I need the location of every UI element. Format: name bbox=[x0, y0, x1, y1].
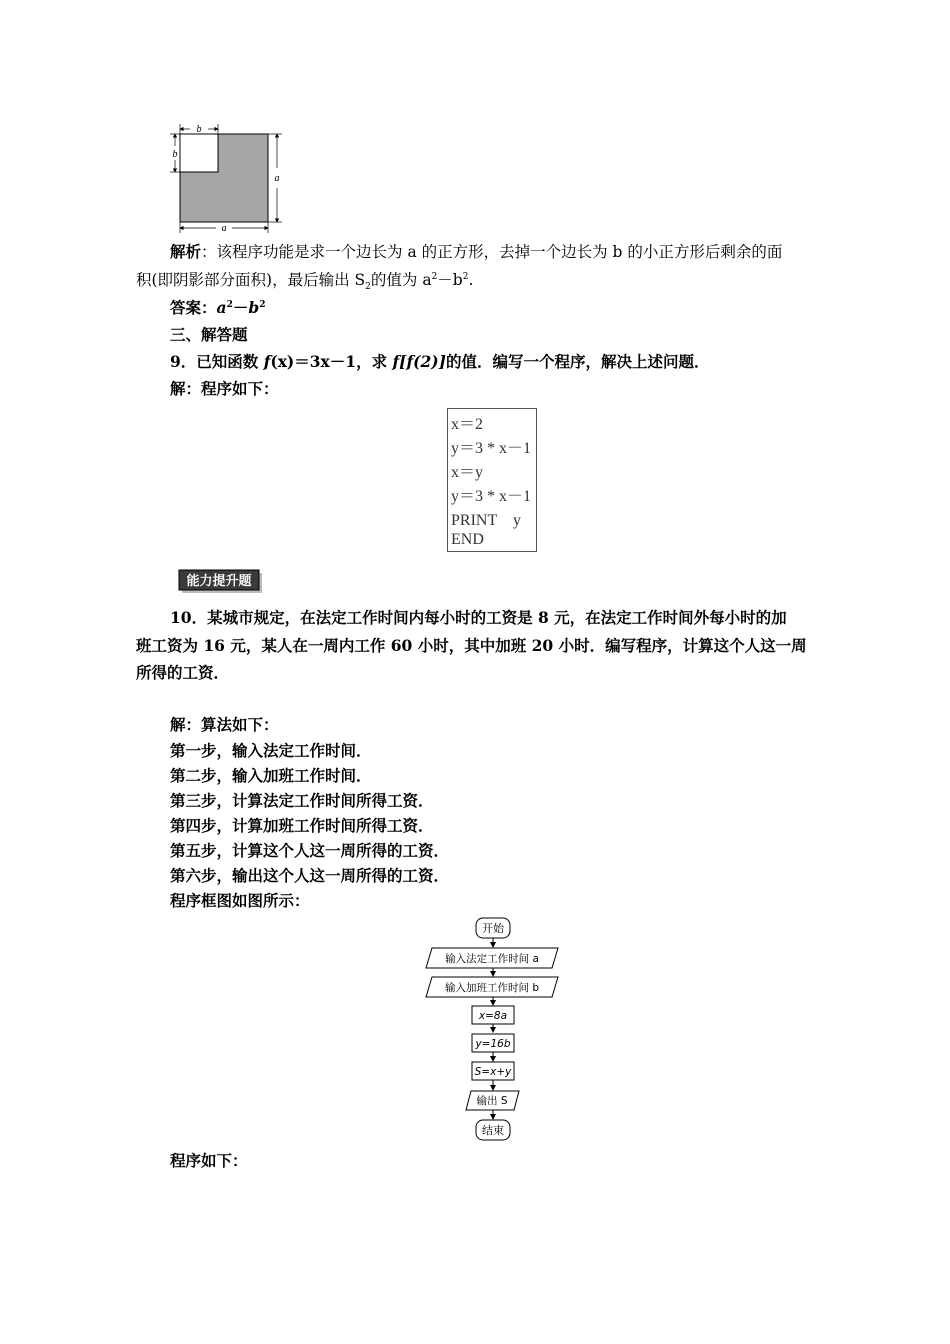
code-line: PRINT y bbox=[451, 512, 521, 529]
solution-9-label: 解：程序如下： bbox=[170, 379, 279, 398]
input-a-text: 输入法定工作时间 a bbox=[445, 953, 539, 965]
badge-text: 能力提升题 bbox=[186, 574, 252, 589]
algorithm-step: 第一步，输入法定工作时间． bbox=[170, 741, 372, 760]
analysis-line-2: 积(即阴影部分面积)，最后输出 $S_2$的值为 $a^2-b^2$. bbox=[136, 271, 474, 293]
algorithm-step: 第四步，计算加班工作时间所得工资． bbox=[170, 816, 434, 835]
y-assign-text: y=16b bbox=[475, 1038, 511, 1050]
answer-line: 答案：$a^2-b^2$ bbox=[170, 298, 266, 317]
algorithm-step: 第三步，计算法定工作时间所得工资． bbox=[170, 791, 434, 810]
analysis-line-1: 解析：该程序功能是求一个边长为 a 的正方形，去掉一个边长为 b 的小正方形后剩余的面 bbox=[170, 242, 783, 261]
algorithm-step: 第六步，输出这个人这一周所得的工资． bbox=[170, 866, 450, 885]
input-b-text: 输入加班工作时间 b bbox=[444, 982, 540, 994]
algorithm-step: 第二步，输入加班工作时间． bbox=[170, 766, 372, 785]
question-9: 9．已知函数 f(x)＝3x－1，求 f[f(2)]的值．编写一个程序，解决上述问题． bbox=[170, 352, 710, 371]
code-line: y＝3 * x－1 bbox=[451, 440, 532, 457]
ability-badge bbox=[178, 569, 264, 595]
start-text: 开始 bbox=[482, 922, 504, 935]
algorithm-step: 第五步，计算这个人这一周所得的工资． bbox=[170, 841, 450, 860]
label-b-left: b bbox=[172, 149, 178, 160]
small-square bbox=[180, 134, 218, 172]
program-label: 程序如下： bbox=[170, 1151, 248, 1170]
end-text: 结束 bbox=[482, 1124, 504, 1137]
square-figure bbox=[168, 122, 288, 234]
solution-10-label: 解：算法如下： bbox=[170, 715, 279, 734]
code-line: END bbox=[451, 531, 484, 548]
x-assign-text: x=8a bbox=[478, 1010, 508, 1022]
code-line: y＝3 * x－1 bbox=[451, 488, 532, 505]
flowchart bbox=[420, 914, 570, 1146]
code-line: x＝2 bbox=[451, 416, 484, 433]
question-10-line-1: 10．某城市规定，在法定工作时间内每小时的工资是 8 元，在法定工作时间外每小时的加 bbox=[170, 608, 787, 627]
s-assign-text: S=x+y bbox=[474, 1066, 512, 1078]
code-line: x＝y bbox=[451, 464, 484, 481]
question-10-line-3: 所得的工资． bbox=[136, 663, 230, 682]
output-text: 输出 S bbox=[476, 1095, 508, 1107]
label-a-right: a bbox=[274, 173, 280, 184]
section-heading: 三、解答题 bbox=[170, 325, 248, 344]
label-b-top: b bbox=[196, 124, 202, 135]
label-a-bottom: a bbox=[221, 223, 227, 234]
program-code-box bbox=[447, 408, 537, 552]
flowchart-label: 程序框图如图所示： bbox=[170, 891, 310, 910]
analysis-label: 解析 bbox=[170, 242, 202, 261]
question-10-line-2: 班工资为 16 元，某人在一周内工作 60 小时，其中加班 20 小时．编写程序，计算这个人这一周 bbox=[136, 636, 807, 655]
